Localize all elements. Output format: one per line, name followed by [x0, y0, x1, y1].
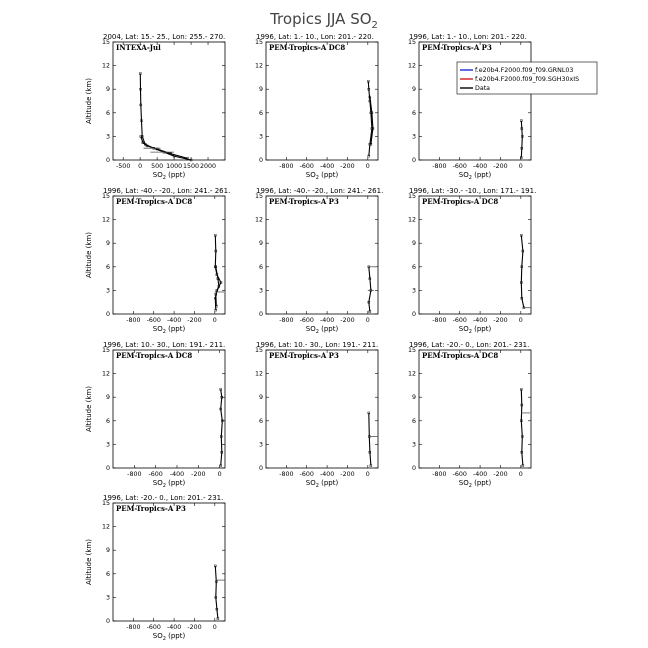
data-series-line-1: [521, 389, 523, 465]
y-tick-label: 15: [254, 193, 263, 200]
x-tick-label: 0: [217, 471, 222, 478]
x-axis-title: $SO_2$ (ppt): [305, 325, 339, 335]
panel-label: PEM-Tropics-A P3: [116, 504, 186, 513]
x-tick-label: 0: [212, 317, 217, 324]
y-tick-label: 9: [258, 240, 263, 248]
y-tick-label: 9: [105, 86, 110, 94]
chart-panel-9: [408, 341, 531, 489]
panel-label: PEM-Tropics-A P3: [269, 351, 339, 360]
x-tick-label: -200: [493, 163, 508, 170]
y-tick-label: 3: [258, 133, 263, 141]
legend-entry-label: f.e20b4.F2000.f09_f09.GRNL03: [475, 67, 574, 74]
panel-header: 2004, Lat: 15.- 25., Lon: 255.- 270.: [103, 33, 226, 41]
x-axis-title: $SO_2$ (ppt): [152, 479, 186, 489]
panel-label: PEM-Tropics-A DC8: [269, 43, 346, 52]
y-tick-label: 12: [101, 216, 110, 224]
y-tick-label: 6: [105, 417, 110, 425]
x-tick-label: 0: [518, 317, 523, 324]
x-axis-title: $SO_2$ (ppt): [458, 479, 492, 489]
x-tick-label: -400: [319, 471, 335, 478]
panel-label: PEM-Tropics-A P3: [269, 197, 339, 206]
y-tick-label: 9: [411, 86, 416, 94]
x-tick-label: -200: [187, 317, 202, 324]
x-axis-title: $SO_2$ (ppt): [458, 171, 492, 181]
x-tick-label: -800: [432, 471, 447, 478]
x-tick-label: 1500: [183, 163, 200, 170]
data-series-line-1: [215, 566, 218, 619]
y-tick-label: 15: [254, 347, 263, 354]
data-series-line-1: [521, 121, 522, 158]
x-tick-label: 0: [138, 163, 143, 170]
x-axis-title: $SO_2$ (ppt): [152, 632, 186, 642]
y-tick-label: 15: [407, 347, 416, 354]
x-tick-label: 0: [365, 471, 370, 478]
y-tick-label: 0: [411, 465, 416, 472]
panel-label: PEM-Tropics-A DC8: [116, 351, 193, 360]
plot-frame: [266, 196, 378, 314]
x-tick-label: -200: [187, 624, 202, 631]
y-tick-label: 6: [105, 109, 110, 117]
panel-header: 1996, Lat: -30.- -10., Lon: 171.- 191.: [409, 187, 537, 195]
plot-frame: [113, 196, 225, 314]
panel-header: 1996, Lat: -40.- -20., Lon: 241.- 261.: [103, 187, 231, 195]
x-tick-label: -600: [299, 317, 314, 324]
x-tick-label: -800: [127, 471, 142, 478]
y-tick-label: 3: [105, 287, 110, 295]
y-tick-label: 9: [105, 394, 110, 402]
y-tick-label: 3: [258, 287, 263, 295]
legend: [457, 62, 597, 94]
x-tick-label: -400: [319, 317, 335, 324]
y-tick-label: 6: [105, 263, 110, 271]
x-tick-label: -400: [169, 471, 185, 478]
x-tick-label: -400: [472, 163, 488, 170]
x-tick-label: -200: [340, 163, 355, 170]
plot-frame: [113, 42, 225, 160]
y-tick-label: 15: [101, 39, 110, 46]
y-tick-label: 0: [411, 311, 416, 318]
y-tick-label: 6: [105, 570, 110, 578]
y-tick-label: 9: [411, 394, 416, 402]
page-title: [269, 10, 378, 31]
y-tick-label: 0: [105, 465, 110, 472]
x-tick-label: -800: [279, 163, 294, 170]
panel-header: 1996, Lat: 10.- 30., Lon: 191.- 211.: [256, 341, 379, 349]
data-series-line-1: [521, 235, 524, 307]
x-tick-label: 0: [365, 317, 370, 324]
y-tick-label: 0: [258, 311, 263, 318]
page-title-main: Tropics JJA SO: [270, 10, 372, 28]
x-tick-label: -600: [148, 471, 163, 478]
x-tick-label: -200: [493, 471, 508, 478]
plot-frame: [419, 350, 531, 468]
y-tick-label: 0: [258, 465, 263, 472]
chart-panel-8: [255, 341, 378, 489]
x-tick-label: -600: [452, 163, 467, 170]
y-tick-label: 3: [105, 594, 110, 602]
x-tick-label: 0: [212, 624, 217, 631]
y-tick-label: 9: [105, 547, 110, 555]
data-series-line-2: [141, 136, 188, 158]
y-tick-label: 6: [411, 109, 416, 117]
y-tick-label: 12: [101, 370, 110, 378]
plot-frame: [266, 42, 378, 160]
y-tick-label: 9: [105, 240, 110, 248]
panel-header: 1996, Lat: 1.- 10., Lon: 201.- 220.: [409, 33, 527, 41]
x-tick-label: -600: [146, 317, 161, 324]
y-tick-label: 3: [258, 441, 263, 449]
chart-panel-1: [85, 33, 225, 181]
legend-entry-label: f.e20b4.F2000.f09_f09.SGH30xIS: [475, 76, 580, 83]
y-tick-label: 15: [254, 39, 263, 46]
page-title-subscript: 2: [371, 20, 378, 31]
y-tick-label: 0: [105, 618, 110, 625]
y-tick-label: 6: [258, 263, 263, 271]
x-tick-label: -600: [299, 471, 314, 478]
x-tick-label: 0: [518, 471, 523, 478]
y-axis-title: Altitude (km): [85, 232, 93, 278]
panel-label: PEM-Tropics-A DC8: [116, 197, 193, 206]
x-axis-title: $SO_2$ (ppt): [152, 171, 186, 181]
x-tick-label: -200: [493, 317, 508, 324]
y-tick-label: 15: [101, 347, 110, 354]
y-tick-label: 12: [407, 62, 416, 70]
y-tick-label: 0: [105, 157, 110, 164]
y-tick-label: 6: [258, 417, 263, 425]
x-tick-label: 1000: [166, 163, 183, 170]
y-tick-label: 12: [101, 62, 110, 70]
x-tick-label: -200: [340, 471, 355, 478]
x-tick-label: -400: [319, 163, 335, 170]
y-axis-title: Altitude (km): [85, 539, 93, 585]
x-tick-label: -200: [340, 317, 355, 324]
chart-panel-2: [255, 33, 378, 181]
x-axis-title: $SO_2$ (ppt): [305, 479, 339, 489]
x-tick-label: -800: [126, 624, 141, 631]
y-tick-label: 9: [258, 394, 263, 402]
x-tick-label: -600: [452, 471, 467, 478]
y-tick-label: 12: [407, 216, 416, 224]
y-tick-label: 6: [411, 263, 416, 271]
y-tick-label: 9: [258, 86, 263, 94]
panel-header: 1996, Lat: -20.- 0., Lon: 201.- 231.: [409, 341, 530, 349]
x-tick-label: -600: [299, 163, 314, 170]
x-tick-label: -600: [146, 624, 161, 631]
y-tick-label: 12: [254, 216, 263, 224]
y-axis-title: Altitude (km): [85, 386, 93, 432]
x-axis-title: $SO_2$ (ppt): [305, 171, 339, 181]
chart-panel-10: [85, 494, 225, 642]
y-tick-label: 3: [411, 133, 416, 141]
y-tick-label: 15: [101, 500, 110, 507]
y-tick-label: 15: [407, 193, 416, 200]
chart-panel-6: [408, 187, 536, 335]
y-tick-label: 12: [254, 62, 263, 70]
y-tick-label: 12: [254, 370, 263, 378]
x-tick-label: -400: [166, 624, 182, 631]
plot-frame: [419, 42, 531, 160]
x-tick-label: -800: [432, 163, 447, 170]
x-axis-title: $SO_2$ (ppt): [458, 325, 492, 335]
y-tick-label: 3: [411, 287, 416, 295]
x-tick-label: -400: [472, 471, 488, 478]
plot-frame: [419, 196, 531, 314]
x-tick-label: -200: [191, 471, 206, 478]
y-tick-label: 3: [411, 441, 416, 449]
y-tick-label: 15: [101, 193, 110, 200]
x-tick-label: 2000: [200, 163, 217, 170]
data-series-line-1: [369, 413, 371, 466]
x-tick-label: -400: [166, 317, 182, 324]
panel-header: 1996, Lat: -40.- -20., Lon: 241.- 261.: [256, 187, 384, 195]
panel-header: 1996, Lat: -20.- 0., Lon: 201.- 231.: [103, 494, 224, 502]
y-tick-label: 0: [105, 311, 110, 318]
x-tick-label: 0: [518, 163, 523, 170]
panel-label: PEM-Tropics-A DC8: [422, 197, 499, 206]
y-tick-label: 12: [101, 523, 110, 531]
y-tick-label: 12: [407, 370, 416, 378]
y-tick-label: 3: [105, 133, 110, 141]
chart-panel-3: [408, 33, 531, 181]
x-tick-label: -500: [116, 163, 131, 170]
plot-frame: [113, 350, 225, 468]
plot-frame: [266, 350, 378, 468]
legend-entry-label: Data: [475, 85, 491, 92]
x-tick-label: 500: [151, 163, 164, 170]
panels-group: [85, 33, 597, 642]
x-tick-label: -400: [472, 317, 488, 324]
chart-panel-5: [255, 187, 383, 335]
y-tick-label: 3: [105, 441, 110, 449]
y-tick-label: 6: [258, 109, 263, 117]
panel-label: PEM-Tropics-A P3: [422, 43, 492, 52]
panel-label: PEM-Tropics-A DC8: [422, 351, 499, 360]
y-tick-label: 9: [411, 240, 416, 248]
y-tick-label: 0: [411, 157, 416, 164]
y-tick-label: 0: [258, 157, 263, 164]
panel-header: 1996, Lat: 10.- 30., Lon: 191.- 211.: [103, 341, 226, 349]
chart-panel-7: [85, 341, 225, 489]
x-tick-label: -800: [279, 471, 294, 478]
y-tick-label: 15: [407, 39, 416, 46]
x-tick-label: -800: [279, 317, 294, 324]
panel-label: INTEXA-Jul: [116, 43, 161, 52]
data-series-line-1: [221, 389, 223, 465]
x-tick-label: -600: [452, 317, 467, 324]
x-tick-label: -800: [432, 317, 447, 324]
x-tick-label: 0: [365, 163, 370, 170]
plot-frame: [113, 503, 225, 621]
y-axis-title: Altitude (km): [85, 78, 93, 124]
y-tick-label: 6: [411, 417, 416, 425]
chart-panel-4: [85, 187, 230, 335]
x-axis-title: $SO_2$ (ppt): [152, 325, 186, 335]
x-tick-label: -800: [126, 317, 141, 324]
panel-header: 1996, Lat: 1.- 10., Lon: 201.- 220.: [256, 33, 374, 41]
